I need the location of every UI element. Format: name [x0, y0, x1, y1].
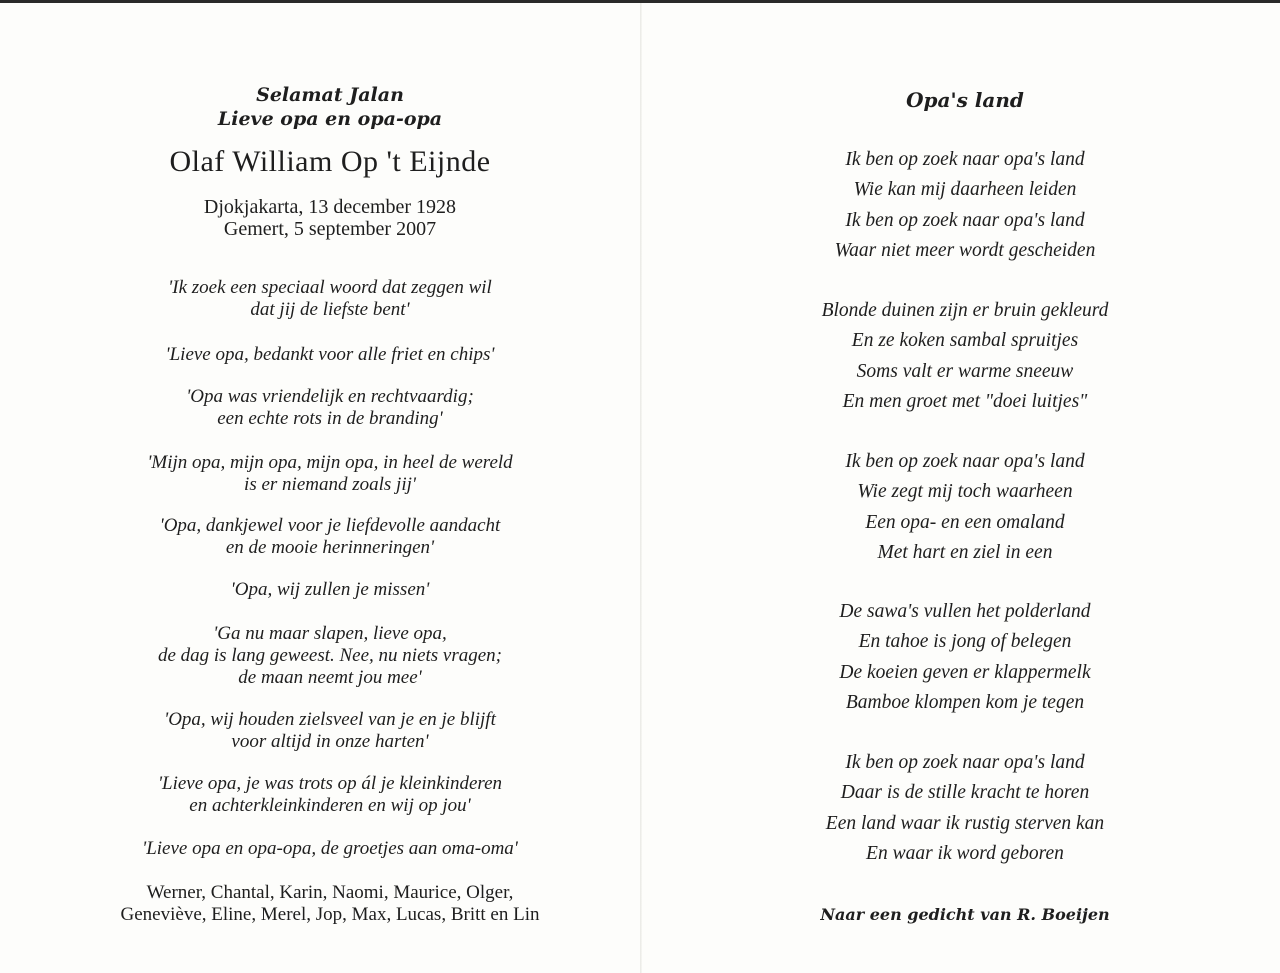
- stanza-4: [660, 597, 1270, 718]
- memorial-card: [0, 3, 1280, 973]
- quote-3: [40, 386, 620, 430]
- grandchildren-names: [40, 882, 620, 926]
- life-dates: [40, 196, 620, 240]
- poem-credit: Naar een gedicht van R. Boeijen: [820, 905, 1110, 924]
- header-line: Lieve opa en opa-opa: [217, 108, 443, 130]
- poem-line: De sawa's vullen het polderland: [839, 601, 1091, 622]
- quote-line: is er niemand zoals jij': [244, 474, 416, 495]
- poem-line: Daar is de stille kracht te horen: [840, 782, 1090, 804]
- header-line: Selamat Jalan: [256, 84, 404, 106]
- quote-2: [40, 344, 620, 366]
- card-fold: [640, 3, 642, 973]
- quote-line: 'Ga nu maar slapen, lieve opa,: [213, 623, 447, 644]
- quote-5: [40, 515, 620, 559]
- poem-line: Ik ben op zoek naar opa's land: [845, 451, 1085, 472]
- birth-date: Djokjakarta, 13 december 1928: [203, 196, 457, 218]
- poem-line: En ze koken sambal spruitjes: [851, 330, 1079, 352]
- quote-4: [40, 452, 620, 496]
- poem-line: Bamboe klompen kom je tegen: [845, 691, 1085, 713]
- quote-line: 'Lieve opa en opa-opa, de groetjes aan oma-oma': [142, 838, 518, 859]
- poem-line: En men groet met "doei luitjes": [842, 390, 1088, 412]
- quote-1: [40, 277, 620, 321]
- quote-line: 'Opa was vriendelijk en rechtvaardig;: [186, 386, 474, 407]
- poem-line: Ik ben op zoek naar opa's land: [845, 149, 1085, 170]
- quote-9: [40, 773, 620, 817]
- stanza-2: [660, 296, 1270, 417]
- quote-line: en achterkleinkinderen en wij op jou': [189, 795, 471, 816]
- death-date: Gemert, 5 september 2007: [223, 218, 437, 240]
- quote-line: 'Opa, wij zullen je missen': [230, 579, 430, 600]
- quote-line: 'Opa, dankjewel voor je liefdevolle aandacht: [159, 515, 501, 536]
- quote-line: een echte rots in de branding': [217, 408, 443, 429]
- quote-6: [40, 579, 620, 601]
- poem-line: En tahoe is jong of belegen: [858, 631, 1072, 653]
- quote-line: de dag is lang geweest. Nee, nu niets vragen;: [157, 645, 503, 666]
- quote-line: 'Lieve opa, je was trots op ál je kleinkinderen: [157, 773, 503, 794]
- quote-7: [40, 623, 620, 689]
- quote-line: de maan neemt jou mee': [238, 667, 422, 688]
- poem-line: Wie zegt mij toch waarheen: [857, 481, 1073, 503]
- quote-line: voor altijd in onze harten': [231, 731, 429, 752]
- poem-line: Een opa- en een omaland: [865, 511, 1065, 533]
- quote-8: [40, 709, 620, 753]
- poem-line: Met hart en ziel in een: [877, 541, 1053, 563]
- quote-line: 'Mijn opa, mijn opa, mijn opa, in heel de wereld: [147, 452, 513, 473]
- poem-line: Een land waar ik rustig sterven kan: [825, 812, 1105, 834]
- poem-line: De koeien geven er klappermelk: [839, 661, 1091, 683]
- poem-line: En waar ik word geboren: [866, 842, 1064, 864]
- poem-title: Opa's land: [906, 88, 1024, 112]
- quote-line: 'Opa, wij houden zielsveel van je en je blijft: [164, 709, 496, 730]
- left-panel: [40, 3, 620, 973]
- stanza-1: [660, 145, 1270, 266]
- right-panel: [660, 3, 1270, 973]
- quote-10: [40, 838, 620, 860]
- poem-line: Ik ben op zoek naar opa's land: [845, 209, 1085, 231]
- quote-line: 'Ik zoek een speciaal woord dat zeggen wil: [168, 277, 492, 298]
- quote-line: en de mooie herinneringen': [225, 537, 435, 558]
- poem-line: Blonde duinen zijn er bruin gekleurd: [821, 300, 1109, 321]
- quote-line: 'Lieve opa, bedankt voor alle friet en chips': [165, 344, 495, 365]
- stanza-5: [660, 748, 1270, 869]
- deceased-name: Olaf William Op 't Eijnde: [169, 145, 491, 178]
- names-line: Geneviève, Eline, Merel, Jop, Max, Lucas, Britt en Lin: [120, 904, 540, 925]
- stanza-3: [660, 447, 1270, 568]
- poem-line: Ik ben op zoek naar opa's land: [845, 752, 1085, 773]
- farewell-header: [40, 83, 620, 131]
- quote-line: dat jij de liefste bent': [250, 299, 410, 320]
- poem-line: Wie kan mij daarheen leiden: [853, 179, 1077, 201]
- poem-line: Waar niet meer wordt gescheiden: [834, 239, 1096, 261]
- names-line: Werner, Chantal, Karin, Naomi, Maurice, Olger,: [146, 882, 514, 903]
- poem-line: Soms valt er warme sneeuw: [856, 360, 1074, 382]
